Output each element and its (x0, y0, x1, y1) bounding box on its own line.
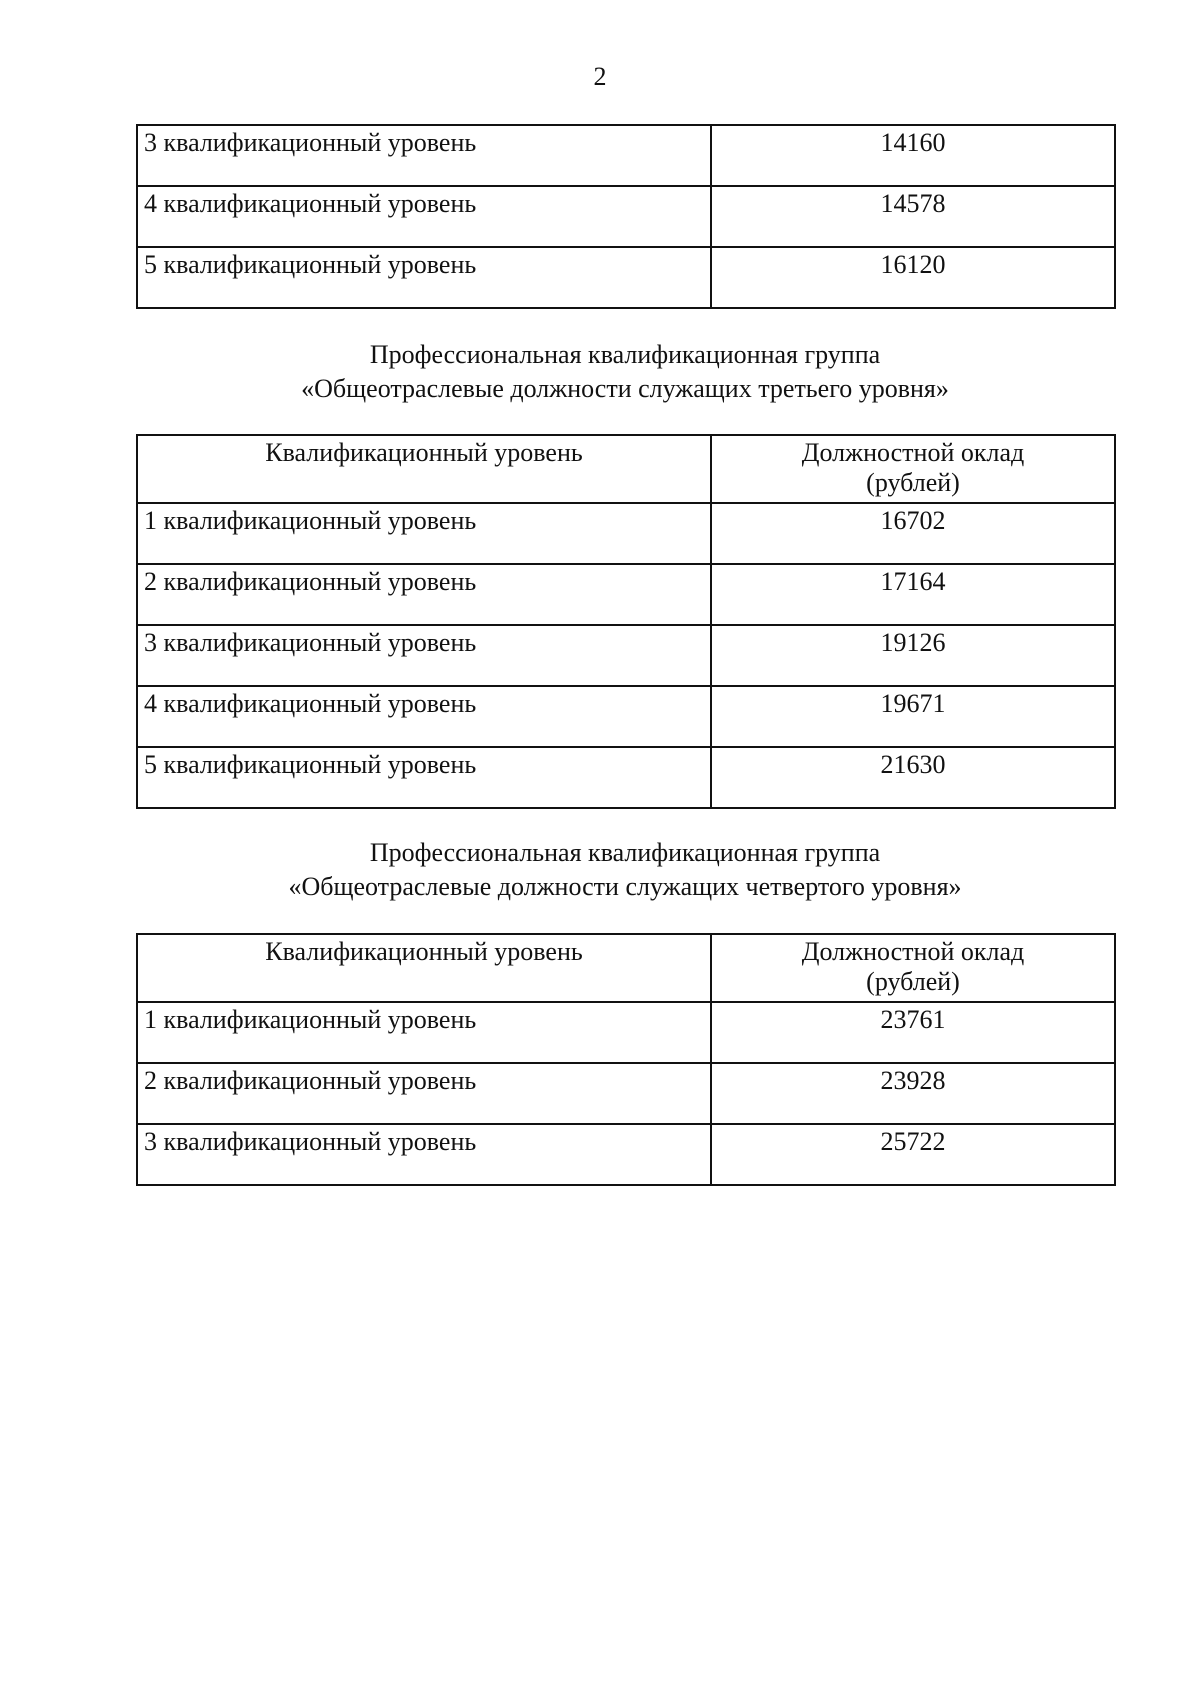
table-row (137, 1002, 1115, 1063)
salary-cell: 16702 (711, 503, 1115, 564)
caption-line-1: Профессиональная квалификационная группа (369, 838, 881, 867)
caption-line-2: «Общеотраслевые должности служащих четвертого уровня» (288, 872, 962, 901)
salary-cell: 19126 (711, 625, 1115, 686)
salary-cell: 17164 (711, 564, 1115, 625)
table-row (137, 564, 1115, 625)
header-salary-line-2: (рублей) (866, 967, 960, 996)
level-cell: 2 квалификационный уровень (137, 564, 711, 625)
header-salary (711, 934, 1115, 1002)
header-salary-line-2: (рублей) (866, 468, 960, 497)
header-level: Квалификационный уровень (137, 435, 711, 503)
table-header-row (137, 934, 1115, 1002)
salary-table-fourth-level (136, 933, 1116, 1186)
table-row (137, 186, 1115, 247)
level-cell: 3 квалификационный уровень (137, 1124, 711, 1185)
group-caption-fourth-level (0, 836, 1200, 904)
header-salary-line-1: Должностной оклад (801, 937, 1025, 966)
table-row (137, 125, 1115, 186)
table-row (137, 625, 1115, 686)
level-cell: 3 квалификационный уровень (137, 625, 711, 686)
header-salary-line-1: Должностной оклад (801, 438, 1025, 467)
salary-cell: 14160 (711, 125, 1115, 186)
header-salary (711, 435, 1115, 503)
level-cell: 1 квалификационный уровень (137, 1002, 711, 1063)
salary-cell: 23761 (711, 1002, 1115, 1063)
caption-line-2: «Общеотраслевые должности служащих третьего уровня» (301, 374, 949, 403)
salary-table-continued (136, 124, 1116, 309)
level-cell: 3 квалификационный уровень (137, 125, 711, 186)
level-cell: 5 квалификационный уровень (137, 247, 711, 308)
table-row (137, 1063, 1115, 1124)
salary-cell: 16120 (711, 247, 1115, 308)
level-cell: 4 квалификационный уровень (137, 186, 711, 247)
level-cell: 5 квалификационный уровень (137, 747, 711, 808)
salary-cell: 25722 (711, 1124, 1115, 1185)
group-caption-third-level (0, 338, 1200, 406)
page-number: 2 (593, 62, 607, 91)
table-row (137, 1124, 1115, 1185)
level-cell: 4 квалификационный уровень (137, 686, 711, 747)
table-row (137, 747, 1115, 808)
caption-line-1: Профессиональная квалификационная группа (369, 340, 881, 369)
level-cell: 1 квалификационный уровень (137, 503, 711, 564)
level-cell: 2 квалификационный уровень (137, 1063, 711, 1124)
salary-cell: 21630 (711, 747, 1115, 808)
table-row (137, 503, 1115, 564)
header-level: Квалификационный уровень (137, 934, 711, 1002)
salary-table-third-level (136, 434, 1116, 809)
table-row (137, 686, 1115, 747)
table-row (137, 247, 1115, 308)
salary-cell: 23928 (711, 1063, 1115, 1124)
table-header-row (137, 435, 1115, 503)
salary-cell: 19671 (711, 686, 1115, 747)
salary-cell: 14578 (711, 186, 1115, 247)
